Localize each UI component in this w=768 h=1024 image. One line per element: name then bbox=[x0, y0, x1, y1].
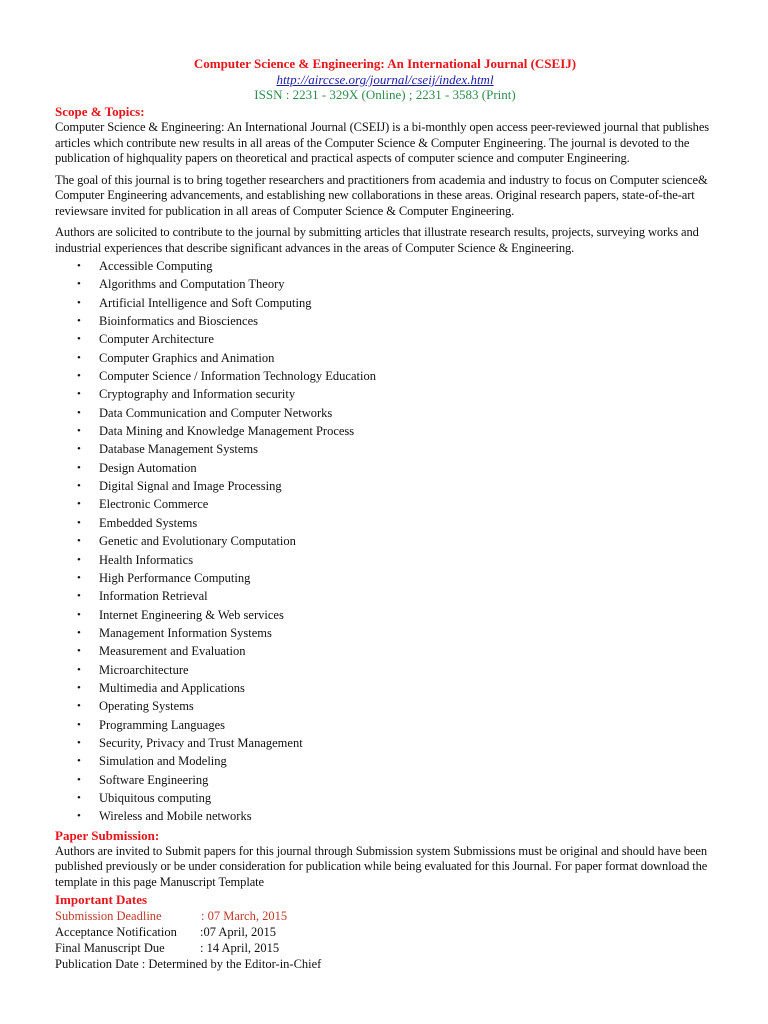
bullet-icon: • bbox=[77, 516, 81, 529]
topic-list-item bbox=[55, 312, 715, 330]
journal-url-link[interactable]: http://airccse.org/journal/cseij/index.html bbox=[276, 72, 494, 87]
bullet-icon: • bbox=[77, 663, 81, 676]
topic-label: Measurement and Evaluation bbox=[99, 644, 246, 659]
publication-date: Publication Date : Determined by the Editor-in-Chief bbox=[55, 957, 322, 972]
submission-deadline-label: Submission Deadline bbox=[55, 909, 162, 924]
bullet-icon: • bbox=[77, 315, 81, 328]
topic-list-item bbox=[55, 716, 715, 734]
topic-label: Data Communication and Computer Networks bbox=[99, 405, 333, 420]
topic-list-item bbox=[55, 404, 715, 422]
topic-label: Bioinformatics and Biosciences bbox=[99, 314, 258, 329]
topic-list-item bbox=[55, 587, 715, 605]
bullet-icon: • bbox=[77, 333, 81, 346]
topic-list-item bbox=[55, 477, 715, 495]
topic-label: Design Automation bbox=[99, 460, 197, 475]
topic-list-item bbox=[55, 569, 715, 587]
topic-list-item bbox=[55, 349, 715, 367]
scope-paragraph-1: Computer Science & Engineering: An International Journal (CSEIJ) is a bi-monthly open access peer-reviewed journal that publishes articles which contribute new results in all areas of the Computer Science & Computer Engineering. The journal is devoted to the publication of highquality papers on theoretical and practical aspects of computer science and computer Engineering. bbox=[55, 120, 710, 165]
topic-list-item bbox=[55, 679, 715, 697]
topic-list-item bbox=[55, 807, 715, 825]
topic-label: Algorithms and Computation Theory bbox=[99, 277, 285, 292]
topic-label: Computer Science / Information Technology Education bbox=[99, 369, 376, 384]
topic-label: Accessible Computing bbox=[99, 259, 213, 273]
topic-label: Computer Graphics and Animation bbox=[99, 350, 275, 365]
bullet-icon: • bbox=[77, 553, 81, 566]
topic-label: Operating Systems bbox=[99, 699, 194, 714]
topic-label: Management Information Systems bbox=[99, 625, 272, 640]
journal-title: Computer Science & Engineering: An International Journal (CSEIJ) bbox=[193, 56, 577, 71]
topic-label: Multimedia and Applications bbox=[99, 680, 245, 695]
topic-label: Information Retrieval bbox=[99, 589, 208, 604]
bullet-icon: • bbox=[77, 755, 81, 768]
date-row-final bbox=[55, 940, 715, 956]
topic-label: Simulation and Modeling bbox=[99, 754, 227, 769]
date-row-acceptance bbox=[55, 924, 715, 940]
topic-label: Internet Engineering & Web services bbox=[99, 607, 284, 622]
bullet-icon: • bbox=[77, 571, 81, 584]
important-dates bbox=[55, 908, 715, 972]
dates-heading: Important Dates bbox=[55, 892, 148, 908]
bullet-icon: • bbox=[77, 645, 81, 658]
topic-list-item bbox=[55, 734, 715, 752]
topic-list-item bbox=[55, 697, 715, 715]
date-row-publication bbox=[55, 956, 715, 972]
bullet-icon: • bbox=[77, 535, 81, 548]
bullet-icon: • bbox=[77, 461, 81, 474]
acceptance-notification-value: :07 April, 2015 bbox=[200, 925, 277, 940]
topic-label: Cryptography and Information security bbox=[99, 387, 296, 402]
bullet-icon: • bbox=[77, 296, 81, 309]
topic-list-item bbox=[55, 789, 715, 807]
bullet-icon: • bbox=[77, 626, 81, 639]
topic-list-item bbox=[55, 752, 715, 770]
date-row-submission bbox=[55, 908, 715, 924]
topic-list-item bbox=[55, 367, 715, 385]
topic-list-item bbox=[55, 624, 715, 642]
topic-label: Digital Signal and Image Processing bbox=[99, 479, 282, 494]
bullet-icon: • bbox=[77, 278, 81, 291]
scope-heading: Scope & Topics: bbox=[55, 104, 145, 119]
bullet-icon: • bbox=[77, 370, 81, 383]
topic-label: Wireless and Mobile networks bbox=[99, 809, 252, 824]
topic-list-item bbox=[55, 532, 715, 550]
topic-label: Software Engineering bbox=[99, 772, 209, 787]
topic-list-item bbox=[55, 642, 715, 660]
bullet-icon: • bbox=[77, 700, 81, 713]
bullet-icon: • bbox=[77, 773, 81, 786]
bullet-icon: • bbox=[77, 443, 81, 456]
bullet-icon: • bbox=[77, 810, 81, 823]
topic-label: Artificial Intelligence and Soft Computing bbox=[99, 295, 312, 310]
topic-label: Programming Languages bbox=[99, 717, 226, 732]
topic-list-item bbox=[55, 257, 715, 275]
bullet-icon: • bbox=[77, 736, 81, 749]
topic-label: Database Management Systems bbox=[99, 442, 258, 457]
bullet-icon: • bbox=[77, 718, 81, 731]
submission-text: Authors are invited to Submit papers for this journal through Submission system Submissions must be original and should have been published previously or be under consideration for publication while being evaluated for this Journal. For paper format download the template in this page Manuscript Template bbox=[55, 843, 708, 889]
submission-heading: Paper Submission: bbox=[55, 827, 160, 843]
topic-list-item bbox=[55, 422, 715, 440]
topic-list-item bbox=[55, 440, 715, 458]
topic-label: Computer Architecture bbox=[99, 332, 214, 347]
scope-paragraph-2: The goal of this journal is to bring together researchers and practitioners from academia and industry to focus on Computer science& Computer Engineering advancements, and establishing new collaborations in these areas. Original research papers, state-of-the-art reviewsare invited for publication in all areas of Computer Science & Computer Engineering. bbox=[55, 172, 708, 218]
topic-list-item bbox=[55, 385, 715, 403]
topic-list-item bbox=[55, 459, 715, 477]
topic-label: Security, Privacy and Trust Management bbox=[99, 735, 303, 750]
journal-call-for-papers bbox=[55, 56, 715, 972]
topic-list-item bbox=[55, 514, 715, 532]
final-manuscript-value: : 14 April, 2015 bbox=[200, 941, 280, 956]
topic-list-item bbox=[55, 275, 715, 293]
bullet-icon: • bbox=[77, 260, 81, 272]
topic-label: Health Informatics bbox=[99, 552, 194, 567]
scope-paragraph-3: Authors are solicited to contribute to the journal by submitting articles that illustrate research results, projects, surveying works and industrial experiences that describe significant advances in the areas of Computer Science & Engineering. bbox=[55, 225, 699, 255]
bullet-icon: • bbox=[77, 608, 81, 621]
topic-list-item bbox=[55, 606, 715, 624]
bullet-icon: • bbox=[77, 425, 81, 438]
topic-list-item bbox=[55, 294, 715, 312]
acceptance-notification-label: Acceptance Notification bbox=[55, 925, 177, 940]
topic-label: Microarchitecture bbox=[99, 662, 189, 677]
bullet-icon: • bbox=[77, 791, 81, 804]
topic-label: Embedded Systems bbox=[99, 515, 198, 530]
topic-list-item bbox=[55, 330, 715, 348]
topic-list-item bbox=[55, 661, 715, 679]
bullet-icon: • bbox=[77, 590, 81, 603]
final-manuscript-label: Final Manuscript Due bbox=[55, 941, 165, 956]
bullet-icon: • bbox=[77, 480, 81, 493]
journal-issn: ISSN : 2231 - 329X (Online) ; 2231 - 3583 (Print) bbox=[254, 87, 516, 102]
topic-list-item bbox=[55, 495, 715, 513]
topic-label: High Performance Computing bbox=[99, 570, 251, 585]
topic-label: Electronic Commerce bbox=[99, 497, 209, 512]
topics-list bbox=[55, 257, 715, 826]
bullet-icon: • bbox=[77, 406, 81, 419]
topic-label: Data Mining and Knowledge Management Process bbox=[99, 424, 355, 439]
bullet-icon: • bbox=[77, 498, 81, 511]
topic-label: Genetic and Evolutionary Computation bbox=[99, 534, 296, 549]
bullet-icon: • bbox=[77, 388, 81, 401]
bullet-icon: • bbox=[77, 351, 81, 364]
submission-deadline-value: : 07 March, 2015 bbox=[201, 909, 288, 924]
topic-label: Ubiquitous computing bbox=[99, 790, 212, 805]
topic-list-item bbox=[55, 771, 715, 789]
topic-list-item bbox=[55, 551, 715, 569]
bullet-icon: • bbox=[77, 681, 81, 694]
